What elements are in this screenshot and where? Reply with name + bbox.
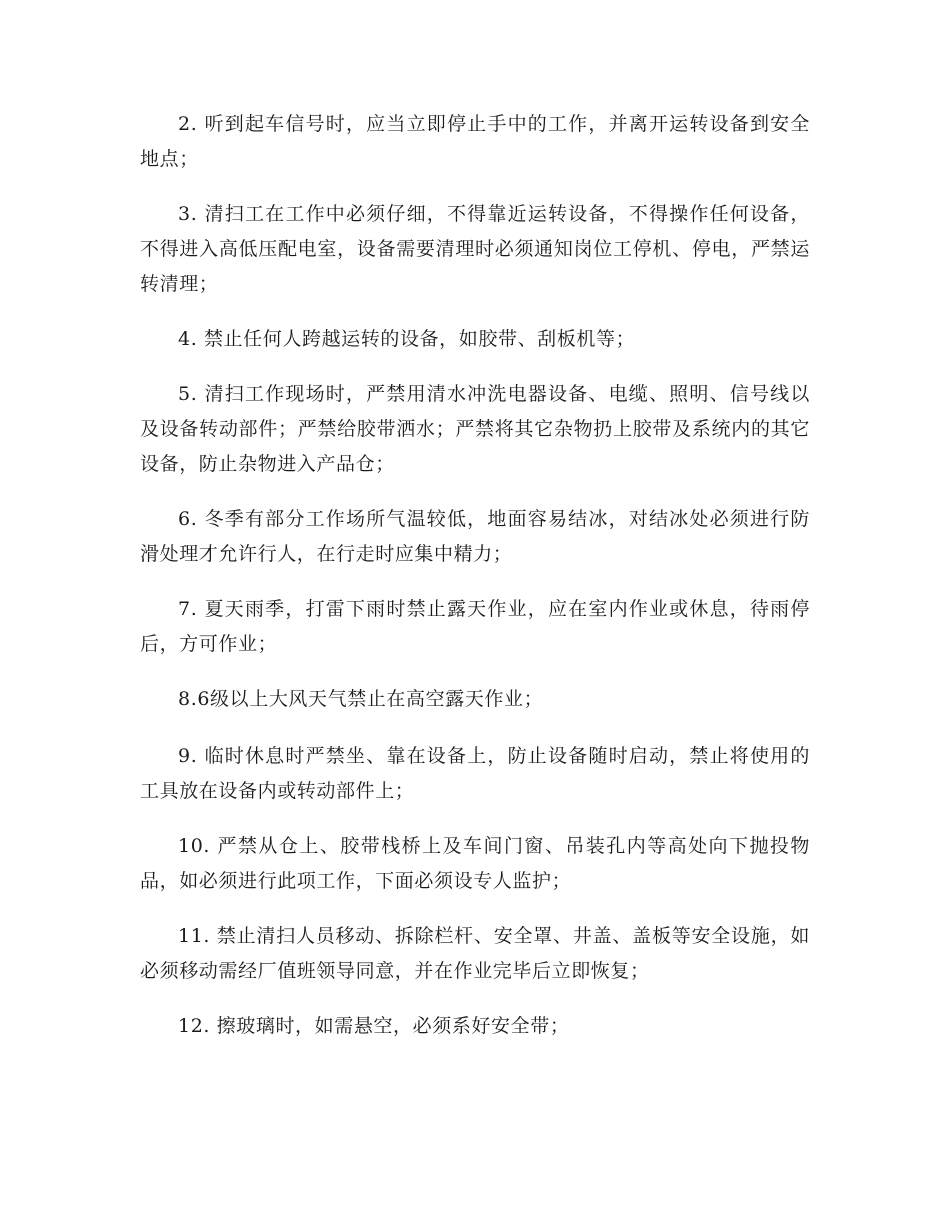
list-item-6: 6. 冬季有部分工作场所气温较低，地面容易结冰，对结冰处必须进行防滑处理才允许行人，在行走时应集中精力； (140, 508, 810, 565)
list-item-4: 4. 禁止任何人跨越运转的设备，如胶带、刮板机等； (178, 328, 636, 350)
list-item-5: 5. 清扫工作现场时，严禁用清水冲洗电器设备、电缆、照明、信号线以及设备转动部件；严禁给胶带洒水；严禁将其它杂物扔上胶带及系统内的其它设备，防止杂物进入产品仓； (140, 383, 810, 475)
list-item-10: 10. 严禁从仓上、胶带栈桥上及车间门窗、吊装孔内等高处向下抛投物品，如必须进行此项工作，下面必须设专人监护； (140, 835, 810, 892)
list-item-7: 7. 夏天雨季，打雷下雨时禁止露天作业，应在室内作业或休息，待雨停后，方可作业； (140, 598, 810, 655)
list-item-2: 2. 听到起车信号时，应当立即停止手中的工作，并离开运转设备到安全地点； (140, 113, 810, 170)
list-item-9: 9. 临时休息时严禁坐、靠在设备上，防止设备随时启动，禁止将使用的工具放在设备内或转动部件上； (140, 745, 810, 802)
list-item-12: 12. 擦玻璃时，如需悬空，必须系好安全带； (178, 1015, 570, 1037)
list-item-11: 11. 禁止清扫人员移动、拆除栏杆、安全罩、井盖、盖板等安全设施，如必须移动需经厂值班领导同意，并在作业完毕后立即恢复； (140, 925, 810, 982)
list-item-3: 3. 清扫工在工作中必须仔细，不得靠近运转设备，不得操作任何设备，不得进入高低压配电室，设备需要清理时必须通知岗位工停机、停电，严禁运转清理； (140, 203, 810, 295)
list-item-8: 8.6级以上大风天气禁止在高空露天作业； (178, 688, 544, 710)
